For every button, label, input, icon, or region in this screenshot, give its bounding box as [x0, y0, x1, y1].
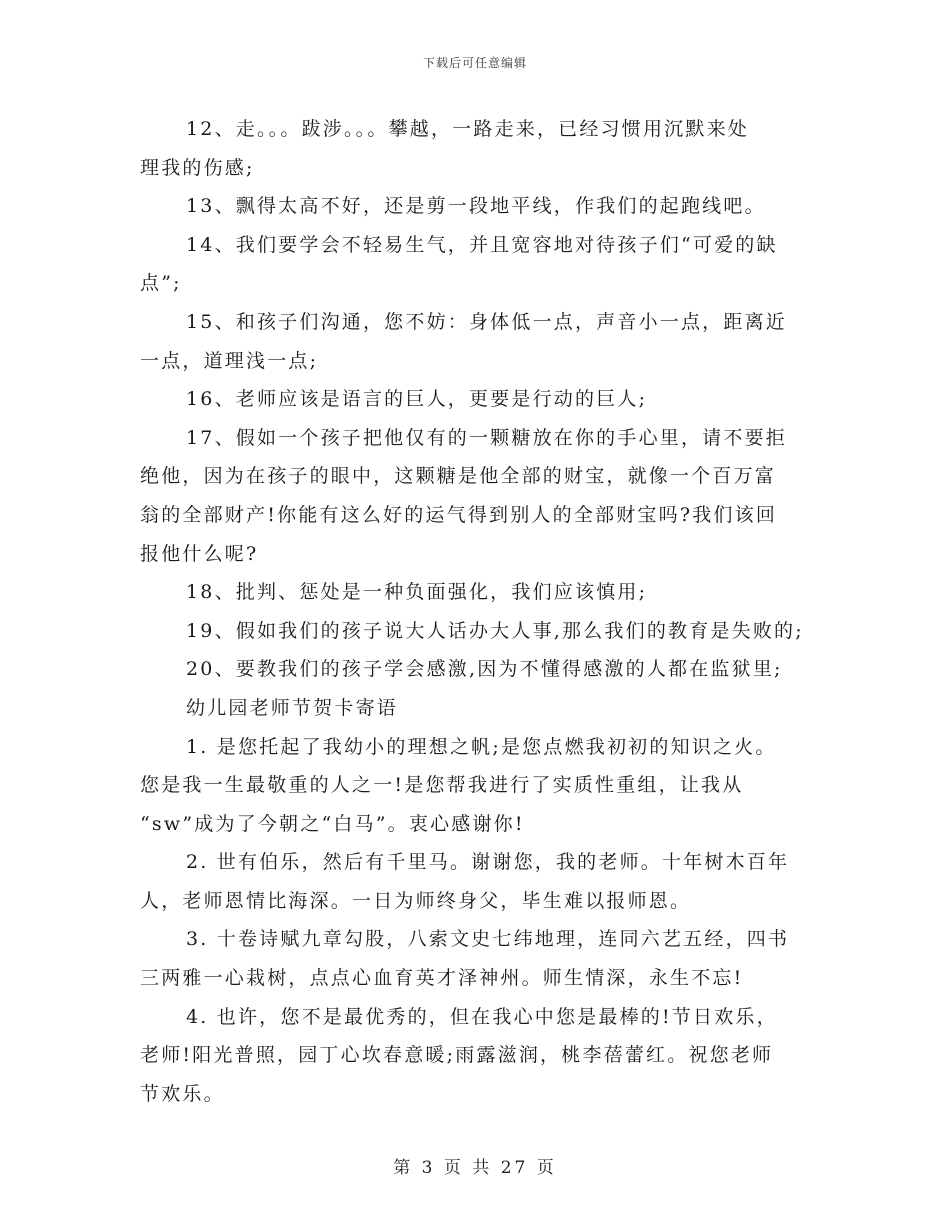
text-line: 12、走。。。跋涉。。。攀越，一路走来，已经习惯用沉默来处 [186, 118, 749, 140]
text-line: 2. 世有伯乐，然后有千里马。谢谢您，我的老师。十年树木百年 [186, 851, 790, 874]
text-line: 点”; [140, 272, 182, 295]
text-line: 13、飘得太高不好，还是剪一段地平线，作我们的起跑线吧。 [186, 195, 766, 218]
text-line: 15、和孩子们沟通，您不妨：身体低一点，声音小一点，距离近 [186, 310, 787, 333]
text-line: 14、我们要学会不轻易生气，并且宽容地对待孩子们“可爱的缺 [186, 233, 778, 256]
text-line: 18、批判、惩处是一种负面强化，我们应该慎用; [186, 581, 648, 604]
text-line: 节欢乐。 [140, 1082, 225, 1105]
text-line: 老师!阳光普照，园丁心坎春意暖;雨露滋润，桃李蓓蕾红。祝您老师 [140, 1044, 774, 1067]
text-line: “sw”成为了今朝之“白马”。衷心感谢你! [140, 812, 525, 835]
document-body [140, 110, 820, 1113]
page-header: 下载后可任意编辑 [422, 56, 527, 70]
page-footer: 第 3 页 共 27 页 [393, 1158, 557, 1178]
text-line: 1. 是您托起了我幼小的理想之帆;是您点燃我初初的知识之火。 [186, 735, 777, 758]
text-line: 三两雅一心栽树，点点心血育英才泽神州。师生情深，永生不忘! [140, 967, 744, 990]
text-line: 您是我一生最敬重的人之一!是您帮我进行了实质性重组，让我从 [140, 774, 744, 797]
text-line: 16、老师应该是语言的巨人，更要是行动的巨人; [186, 388, 648, 411]
text-line: 17、假如一个孩子把他仅有的一颗糖放在你的手心里，请不要拒 [186, 426, 787, 449]
text-line: 3. 十卷诗赋九章勾股，八索文史七纬地理，连同六艺五经，四书 [186, 928, 790, 951]
text-line: 19、假如我们的孩子说大人话办大人事,那么我们的教育是失败的; [186, 619, 804, 642]
text-line: 理我的伤感; [140, 156, 255, 179]
text-line: 20、要教我们的孩子学会感激,因为不懂得感激的人都在监狱里; [186, 658, 783, 681]
text-line: 4. 也许，您不是最优秀的，但在我心中您是最棒的!节日欢乐， [186, 1005, 778, 1028]
text-line: 人，老师恩情比海深。一日为师终身父，毕生难以报师恩。 [140, 889, 692, 912]
text-line: 绝他，因为在孩子的眼中，这颗糖是他全部的财宝，就像一个百万富 [140, 465, 777, 488]
text-line: 一点，道理浅一点; [140, 349, 319, 372]
text-line: 幼儿园老师节贺卡寄语 [186, 696, 399, 719]
text-line: 报他什么呢? [140, 542, 259, 565]
text-line: 翁的全部财产!你能有这么好的运气得到别人的全部财宝吗?我们该回 [140, 503, 778, 526]
